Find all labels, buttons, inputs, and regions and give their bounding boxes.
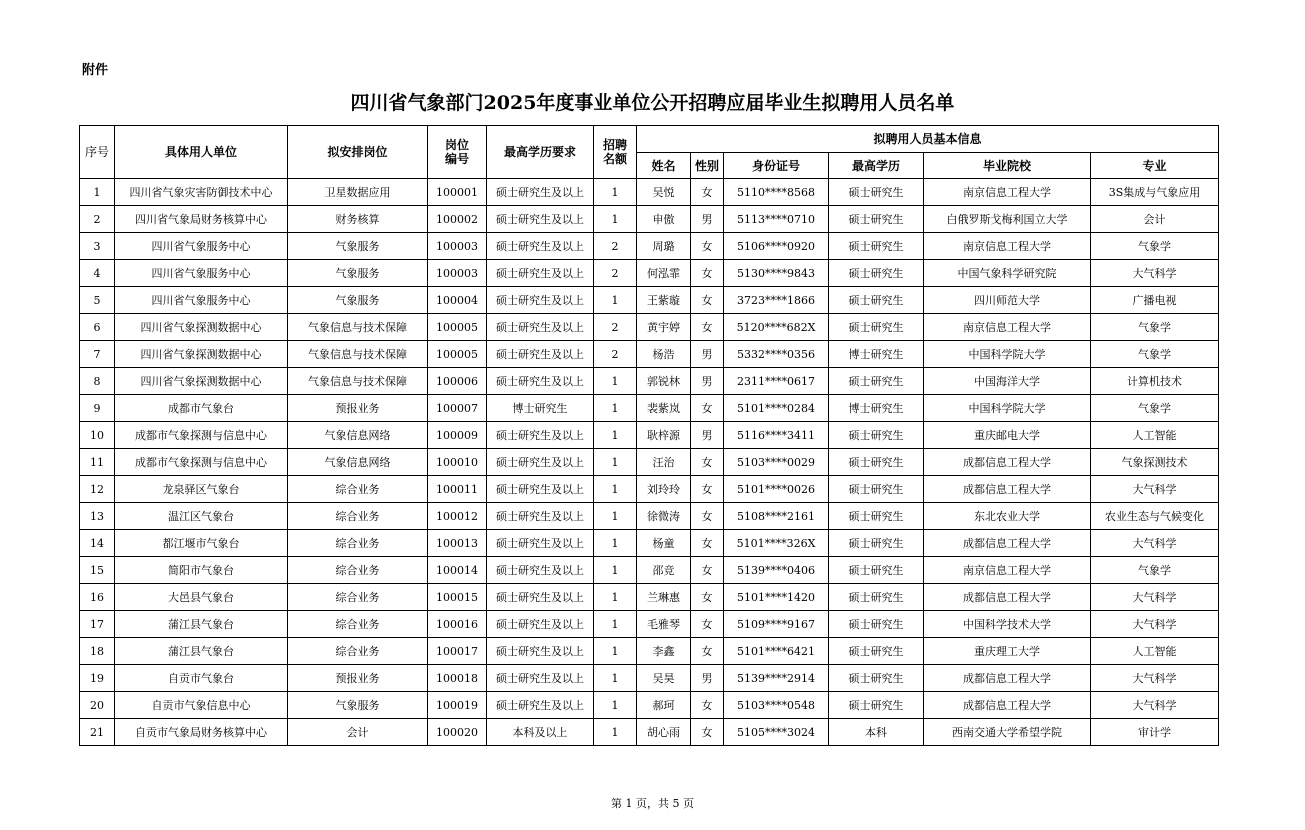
table-row: [80, 314, 1219, 341]
table-row: [80, 368, 1219, 395]
quota-cell: 1: [594, 206, 637, 233]
quota-cell: 1: [594, 422, 637, 449]
school-cell: 南京信息工程大学: [924, 557, 1091, 584]
major-cell: 会计: [1091, 206, 1219, 233]
name-cell: 郭锐林: [637, 368, 691, 395]
degree-cell: 硕士研究生: [829, 287, 924, 314]
seq-cell: 7: [80, 341, 115, 368]
unit-cell: 都江堰市气象台: [115, 530, 288, 557]
gender-cell: 女: [691, 395, 724, 422]
unit-cell: 四川省气象探测数据中心: [115, 341, 288, 368]
edu-req-cell: 硕士研究生及以上: [487, 449, 594, 476]
degree-cell: 硕士研究生: [829, 179, 924, 206]
unit-cell: 四川省气象探测数据中心: [115, 314, 288, 341]
degree-cell: 硕士研究生: [829, 638, 924, 665]
edu-req-cell: 硕士研究生及以上: [487, 179, 594, 206]
gender-cell: 女: [691, 287, 724, 314]
seq-cell: 21: [80, 719, 115, 746]
id-cell: 5108****2161: [724, 503, 829, 530]
table-row: [80, 449, 1219, 476]
name-cell: 黄宇婷: [637, 314, 691, 341]
degree-cell: 硕士研究生: [829, 260, 924, 287]
school-cell: 中国科学技术大学: [924, 611, 1091, 638]
post-code-cell: 100001: [428, 179, 487, 206]
table-row: [80, 692, 1219, 719]
id-cell: 5101****326X: [724, 530, 829, 557]
post-cell: 综合业务: [288, 611, 428, 638]
post-cell: 卫星数据应用: [288, 179, 428, 206]
name-cell: 李鑫: [637, 638, 691, 665]
seq-cell: 2: [80, 206, 115, 233]
seq-cell: 11: [80, 449, 115, 476]
post-cell: 气象服务: [288, 692, 428, 719]
id-cell: 5103****0029: [724, 449, 829, 476]
table-body: [80, 179, 1219, 746]
id-cell: 5130****9843: [724, 260, 829, 287]
unit-cell: 四川省气象局财务核算中心: [115, 206, 288, 233]
degree-cell: 硕士研究生: [829, 314, 924, 341]
post-code-cell: 100014: [428, 557, 487, 584]
post-code-cell: 100006: [428, 368, 487, 395]
id-cell: 3723****1866: [724, 287, 829, 314]
unit-cell: 温江区气象台: [115, 503, 288, 530]
header-seq: 序号: [80, 126, 115, 179]
edu-req-cell: 硕士研究生及以上: [487, 422, 594, 449]
post-code-cell: 100005: [428, 341, 487, 368]
post-code-cell: 100003: [428, 233, 487, 260]
gender-cell: 女: [691, 476, 724, 503]
attachment-label: 附件: [82, 63, 109, 78]
degree-cell: 硕士研究生: [829, 584, 924, 611]
major-cell: 审计学: [1091, 719, 1219, 746]
header-post-code-line1: 岗位: [444, 138, 469, 152]
id-cell: 5139****0406: [724, 557, 829, 584]
gender-cell: 女: [691, 179, 724, 206]
edu-req-cell: 硕士研究生及以上: [487, 503, 594, 530]
seq-cell: 17: [80, 611, 115, 638]
post-cell: 会计: [288, 719, 428, 746]
name-cell: 郝珂: [637, 692, 691, 719]
degree-cell: 硕士研究生: [829, 206, 924, 233]
post-code-cell: 100005: [428, 314, 487, 341]
gender-cell: 女: [691, 692, 724, 719]
quota-cell: 1: [594, 476, 637, 503]
gender-cell: 男: [691, 341, 724, 368]
table-row: [80, 611, 1219, 638]
unit-cell: 成都市气象探测与信息中心: [115, 422, 288, 449]
degree-cell: 本科: [829, 719, 924, 746]
edu-req-cell: 硕士研究生及以上: [487, 287, 594, 314]
gender-cell: 男: [691, 665, 724, 692]
table-row: [80, 260, 1219, 287]
post-cell: 气象服务: [288, 233, 428, 260]
quota-cell: 2: [594, 314, 637, 341]
unit-cell: 自贡市气象信息中心: [115, 692, 288, 719]
gender-cell: 女: [691, 449, 724, 476]
table-row: [80, 584, 1219, 611]
post-code-cell: 100020: [428, 719, 487, 746]
unit-cell: 成都市气象探测与信息中心: [115, 449, 288, 476]
edu-req-cell: 硕士研究生及以上: [487, 638, 594, 665]
name-cell: 裴紫岚: [637, 395, 691, 422]
header-major: 专业: [1091, 153, 1219, 179]
edu-req-cell: 硕士研究生及以上: [487, 206, 594, 233]
gender-cell: 女: [691, 584, 724, 611]
post-cell: 气象服务: [288, 260, 428, 287]
table-row: [80, 233, 1219, 260]
id-cell: 5101****1420: [724, 584, 829, 611]
gender-cell: 女: [691, 314, 724, 341]
seq-cell: 8: [80, 368, 115, 395]
document-title: 四川省气象部门2025年度事业单位公开招聘应届毕业生拟聘用人员名单: [350, 92, 955, 114]
gender-cell: 女: [691, 638, 724, 665]
post-cell: 综合业务: [288, 557, 428, 584]
post-cell: 综合业务: [288, 503, 428, 530]
quota-cell: 1: [594, 611, 637, 638]
id-cell: 5120****682X: [724, 314, 829, 341]
header-post-code: [428, 126, 487, 179]
quota-cell: 1: [594, 530, 637, 557]
post-code-cell: 100007: [428, 395, 487, 422]
name-cell: 邵竞: [637, 557, 691, 584]
header-gender: 性别: [691, 153, 724, 179]
degree-cell: 硕士研究生: [829, 611, 924, 638]
header-unit: 具体用人单位: [115, 126, 288, 179]
unit-cell: 四川省气象灾害防御技术中心: [115, 179, 288, 206]
major-cell: 广播电视: [1091, 287, 1219, 314]
post-code-cell: 100015: [428, 584, 487, 611]
id-cell: 5101****0026: [724, 476, 829, 503]
unit-cell: 四川省气象服务中心: [115, 233, 288, 260]
id-cell: 5101****6421: [724, 638, 829, 665]
table-row: [80, 179, 1219, 206]
major-cell: 气象学: [1091, 233, 1219, 260]
post-code-cell: 100018: [428, 665, 487, 692]
name-cell: 杨浩: [637, 341, 691, 368]
id-cell: 5110****8568: [724, 179, 829, 206]
school-cell: 成都信息工程大学: [924, 692, 1091, 719]
school-cell: 南京信息工程大学: [924, 314, 1091, 341]
unit-cell: 龙泉驿区气象台: [115, 476, 288, 503]
header-degree: 最高学历: [829, 153, 924, 179]
post-cell: 综合业务: [288, 584, 428, 611]
post-code-cell: 100011: [428, 476, 487, 503]
edu-req-cell: 硕士研究生及以上: [487, 233, 594, 260]
seq-cell: 16: [80, 584, 115, 611]
seq-cell: 15: [80, 557, 115, 584]
header-post: 拟安排岗位: [288, 126, 428, 179]
quota-cell: 1: [594, 584, 637, 611]
id-cell: 5105****3024: [724, 719, 829, 746]
name-cell: 何泓霏: [637, 260, 691, 287]
name-cell: 刘玲玲: [637, 476, 691, 503]
seq-cell: 20: [80, 692, 115, 719]
degree-cell: 硕士研究生: [829, 665, 924, 692]
post-cell: 综合业务: [288, 638, 428, 665]
seq-cell: 19: [80, 665, 115, 692]
school-cell: 南京信息工程大学: [924, 233, 1091, 260]
name-cell: 吴悦: [637, 179, 691, 206]
table-row: [80, 422, 1219, 449]
degree-cell: 硕士研究生: [829, 422, 924, 449]
gender-cell: 女: [691, 260, 724, 287]
unit-cell: 自贡市气象台: [115, 665, 288, 692]
degree-cell: 硕士研究生: [829, 476, 924, 503]
gender-cell: 男: [691, 422, 724, 449]
table-row: [80, 503, 1219, 530]
gender-cell: 男: [691, 206, 724, 233]
major-cell: 大气科学: [1091, 260, 1219, 287]
edu-req-cell: 硕士研究生及以上: [487, 341, 594, 368]
post-code-cell: 100017: [428, 638, 487, 665]
degree-cell: 硕士研究生: [829, 530, 924, 557]
major-cell: 3S集成与气象应用: [1091, 179, 1219, 206]
school-cell: 西南交通大学希望学院: [924, 719, 1091, 746]
major-cell: 大气科学: [1091, 584, 1219, 611]
table-row: [80, 287, 1219, 314]
gender-cell: 女: [691, 530, 724, 557]
major-cell: 大气科学: [1091, 611, 1219, 638]
school-cell: 中国海洋大学: [924, 368, 1091, 395]
school-cell: 南京信息工程大学: [924, 179, 1091, 206]
major-cell: 人工智能: [1091, 422, 1219, 449]
id-cell: 5116****3411: [724, 422, 829, 449]
quota-cell: 2: [594, 341, 637, 368]
major-cell: 大气科学: [1091, 665, 1219, 692]
name-cell: 吴昊: [637, 665, 691, 692]
seq-cell: 18: [80, 638, 115, 665]
quota-cell: 2: [594, 233, 637, 260]
name-cell: 王紫璇: [637, 287, 691, 314]
major-cell: 大气科学: [1091, 476, 1219, 503]
major-cell: 农业生态与气候变化: [1091, 503, 1219, 530]
gender-cell: 女: [691, 557, 724, 584]
edu-req-cell: 硕士研究生及以上: [487, 692, 594, 719]
name-cell: 汪治: [637, 449, 691, 476]
school-cell: 成都信息工程大学: [924, 665, 1091, 692]
post-code-cell: 100016: [428, 611, 487, 638]
header-group-basic-info: 拟聘用人员基本信息: [637, 126, 1219, 153]
seq-cell: 12: [80, 476, 115, 503]
post-cell: 气象信息与技术保障: [288, 341, 428, 368]
quota-cell: 1: [594, 665, 637, 692]
edu-req-cell: 硕士研究生及以上: [487, 368, 594, 395]
post-code-cell: 100009: [428, 422, 487, 449]
id-cell: 5106****0920: [724, 233, 829, 260]
post-cell: 综合业务: [288, 476, 428, 503]
header-id: 身份证号: [724, 153, 829, 179]
edu-req-cell: 硕士研究生及以上: [487, 476, 594, 503]
school-cell: 四川师范大学: [924, 287, 1091, 314]
name-cell: 周璐: [637, 233, 691, 260]
seq-cell: 9: [80, 395, 115, 422]
school-cell: 重庆邮电大学: [924, 422, 1091, 449]
school-cell: 成都信息工程大学: [924, 584, 1091, 611]
id-cell: 5101****0284: [724, 395, 829, 422]
post-cell: 预报业务: [288, 395, 428, 422]
gender-cell: 女: [691, 719, 724, 746]
school-cell: 成都信息工程大学: [924, 530, 1091, 557]
major-cell: 大气科学: [1091, 530, 1219, 557]
edu-req-cell: 硕士研究生及以上: [487, 530, 594, 557]
gender-cell: 男: [691, 368, 724, 395]
table-row: [80, 341, 1219, 368]
degree-cell: 博士研究生: [829, 341, 924, 368]
table-row: [80, 665, 1219, 692]
edu-req-cell: 本科及以上: [487, 719, 594, 746]
seq-cell: 6: [80, 314, 115, 341]
post-cell: 气象信息网络: [288, 422, 428, 449]
post-cell: 气象信息与技术保障: [288, 314, 428, 341]
gender-cell: 女: [691, 233, 724, 260]
header-quota-line2: 名额: [602, 152, 627, 166]
school-cell: 成都信息工程大学: [924, 476, 1091, 503]
school-cell: 重庆理工大学: [924, 638, 1091, 665]
table-row: [80, 395, 1219, 422]
name-cell: 兰琳惠: [637, 584, 691, 611]
unit-cell: 四川省气象服务中心: [115, 260, 288, 287]
degree-cell: 硕士研究生: [829, 557, 924, 584]
seq-cell: 3: [80, 233, 115, 260]
school-cell: 白俄罗斯戈梅利国立大学: [924, 206, 1091, 233]
post-cell: 气象信息网络: [288, 449, 428, 476]
seq-cell: 13: [80, 503, 115, 530]
unit-cell: 自贡市气象局财务核算中心: [115, 719, 288, 746]
major-cell: 气象学: [1091, 395, 1219, 422]
edu-req-cell: 博士研究生: [487, 395, 594, 422]
post-code-cell: 100004: [428, 287, 487, 314]
major-cell: 气象学: [1091, 341, 1219, 368]
edu-req-cell: 硕士研究生及以上: [487, 584, 594, 611]
edu-req-cell: 硕士研究生及以上: [487, 611, 594, 638]
quota-cell: 1: [594, 179, 637, 206]
school-cell: 成都信息工程大学: [924, 449, 1091, 476]
major-cell: 大气科学: [1091, 692, 1219, 719]
major-cell: 气象学: [1091, 314, 1219, 341]
school-cell: 中国气象科学研究院: [924, 260, 1091, 287]
quota-cell: 1: [594, 368, 637, 395]
id-cell: 5109****9167: [724, 611, 829, 638]
degree-cell: 博士研究生: [829, 395, 924, 422]
degree-cell: 硕士研究生: [829, 233, 924, 260]
unit-cell: 四川省气象探测数据中心: [115, 368, 288, 395]
unit-cell: 成都市气象台: [115, 395, 288, 422]
quota-cell: 1: [594, 692, 637, 719]
edu-req-cell: 硕士研究生及以上: [487, 260, 594, 287]
seq-cell: 5: [80, 287, 115, 314]
header-name: 姓名: [637, 153, 691, 179]
table-row: [80, 719, 1219, 746]
unit-cell: 蒲江县气象台: [115, 638, 288, 665]
quota-cell: 1: [594, 557, 637, 584]
school-cell: 中国科学院大学: [924, 395, 1091, 422]
degree-cell: 硕士研究生: [829, 692, 924, 719]
header-school: 毕业院校: [924, 153, 1091, 179]
post-code-cell: 100012: [428, 503, 487, 530]
post-code-cell: 100013: [428, 530, 487, 557]
degree-cell: 硕士研究生: [829, 368, 924, 395]
header-edu-req: 最高学历要求: [487, 126, 594, 179]
post-cell: 气象信息与技术保障: [288, 368, 428, 395]
seq-cell: 10: [80, 422, 115, 449]
post-cell: 气象服务: [288, 287, 428, 314]
name-cell: 徐微涛: [637, 503, 691, 530]
degree-cell: 硕士研究生: [829, 449, 924, 476]
major-cell: 计算机技术: [1091, 368, 1219, 395]
major-cell: 人工智能: [1091, 638, 1219, 665]
post-code-cell: 100003: [428, 260, 487, 287]
quota-cell: 1: [594, 287, 637, 314]
quota-cell: 2: [594, 260, 637, 287]
post-cell: 预报业务: [288, 665, 428, 692]
quota-cell: 1: [594, 395, 637, 422]
quota-cell: 1: [594, 638, 637, 665]
unit-cell: 蒲江县气象台: [115, 611, 288, 638]
edu-req-cell: 硕士研究生及以上: [487, 314, 594, 341]
seq-cell: 1: [80, 179, 115, 206]
table-row: [80, 530, 1219, 557]
post-cell: 财务核算: [288, 206, 428, 233]
gender-cell: 女: [691, 503, 724, 530]
name-cell: 杨童: [637, 530, 691, 557]
quota-cell: 1: [594, 719, 637, 746]
school-cell: 东北农业大学: [924, 503, 1091, 530]
unit-cell: 简阳市气象台: [115, 557, 288, 584]
unit-cell: 四川省气象服务中心: [115, 287, 288, 314]
major-cell: 气象学: [1091, 557, 1219, 584]
post-code-cell: 100010: [428, 449, 487, 476]
id-cell: 5139****2914: [724, 665, 829, 692]
name-cell: 毛雅琴: [637, 611, 691, 638]
unit-cell: 大邑县气象台: [115, 584, 288, 611]
seq-cell: 4: [80, 260, 115, 287]
table-row: [80, 638, 1219, 665]
name-cell: 申傲: [637, 206, 691, 233]
name-cell: 胡心雨: [637, 719, 691, 746]
degree-cell: 硕士研究生: [829, 503, 924, 530]
major-cell: 气象探测技术: [1091, 449, 1219, 476]
header-post-code-line2: 编号: [444, 152, 469, 166]
id-cell: 5113****0710: [724, 206, 829, 233]
gender-cell: 女: [691, 611, 724, 638]
page-footer: 第 1 页，共 5 页: [611, 797, 694, 810]
header-quota: [594, 126, 637, 179]
edu-req-cell: 硕士研究生及以上: [487, 557, 594, 584]
id-cell: 5103****0548: [724, 692, 829, 719]
table-row: [80, 557, 1219, 584]
post-code-cell: 100002: [428, 206, 487, 233]
id-cell: 2311****0617: [724, 368, 829, 395]
post-cell: 综合业务: [288, 530, 428, 557]
header-quota-line1: 招聘: [602, 138, 627, 152]
quota-cell: 1: [594, 449, 637, 476]
name-cell: 耿梓源: [637, 422, 691, 449]
table-row: [80, 206, 1219, 233]
hiring-roster-table: [79, 125, 1219, 746]
seq-cell: 14: [80, 530, 115, 557]
table-header-row: [80, 126, 1219, 153]
edu-req-cell: 硕士研究生及以上: [487, 665, 594, 692]
id-cell: 5332****0356: [724, 341, 829, 368]
school-cell: 中国科学院大学: [924, 341, 1091, 368]
post-code-cell: 100019: [428, 692, 487, 719]
quota-cell: 1: [594, 503, 637, 530]
table-row: [80, 476, 1219, 503]
